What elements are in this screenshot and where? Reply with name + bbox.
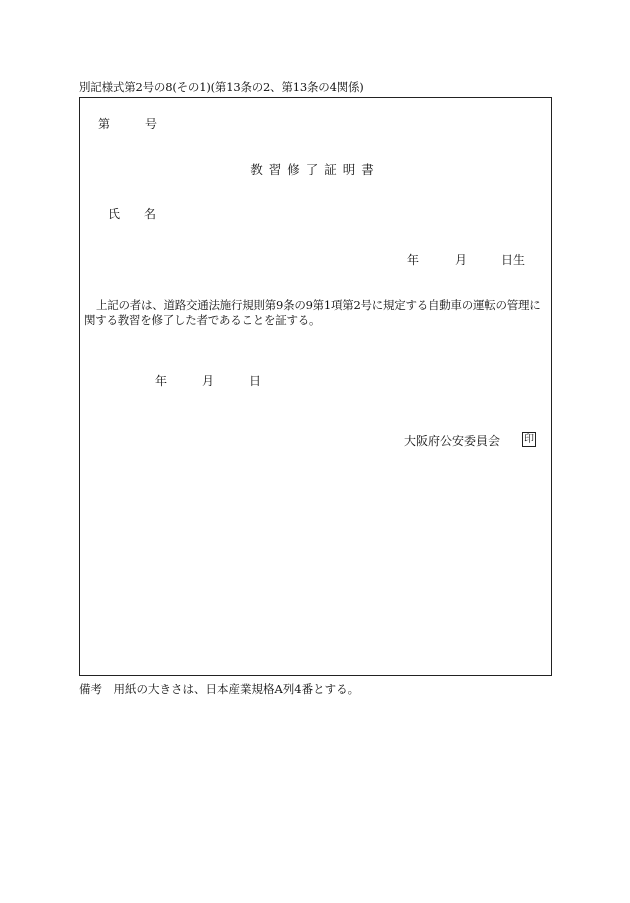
seal-mark: 印 [524,434,534,445]
certificate-title: 教習修了証明書 [250,162,380,177]
birth-year-label: 年 [407,253,420,267]
remarks-note: 備考 用紙の大きさは、日本産業規格A列4番とする。 [79,682,360,696]
issuer-name: 大阪府公安委員会 [404,434,501,448]
name-label-second-char: 名 [144,207,157,221]
certificate-number-label: 第 [98,117,111,131]
form-label: 別記様式第2号の8(その1)(第13条の2、第13条の4関係) [79,80,364,94]
certificate-number-suffix: 号 [145,117,158,131]
name-label-first-char: 氏 [108,207,121,221]
birth-month-label: 月 [455,253,468,267]
issue-month-label: 月 [202,374,215,388]
certificate-body-line-1: 上記の者は、道路交通法施行規則第9条の9第1項第2号に規定する自動車の運転の管理に [96,298,541,312]
birth-day-label: 日生 [501,253,526,267]
issue-year-label: 年 [155,374,168,388]
certificate-frame [79,97,552,676]
certificate-body-line-2: 関する教習を修了した者であることを証する。 [84,313,321,327]
issue-day-label: 日 [249,374,262,388]
